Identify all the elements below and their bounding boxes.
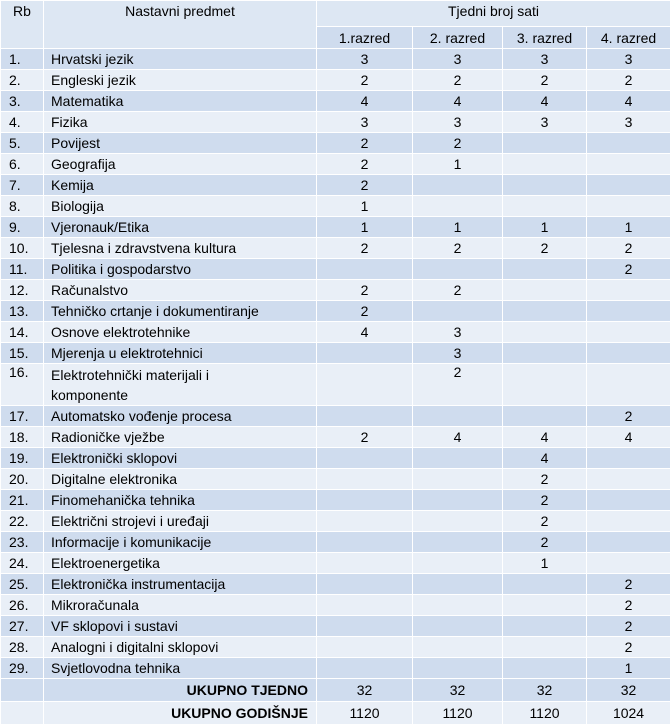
subject-name: VF sklopovi i sustavi — [44, 616, 317, 637]
table-row — [1, 343, 670, 364]
table-row — [1, 196, 670, 217]
hours-grade-1 — [317, 364, 413, 406]
row-number: 26. — [1, 595, 44, 616]
hours-grade-1 — [317, 511, 413, 532]
table-row — [1, 70, 670, 91]
table-row — [1, 322, 670, 343]
hours-grade-1 — [317, 448, 413, 469]
row-number: 25. — [1, 574, 44, 595]
hours-grade-1 — [317, 343, 413, 364]
subject-name: Mjerenja u elektrotehnici — [44, 343, 317, 364]
hours-grade-4: 2 — [587, 70, 670, 91]
hours-grade-1: 1 — [317, 217, 413, 238]
hours-grade-1: 2 — [317, 70, 413, 91]
table-row — [1, 574, 670, 595]
table-row — [1, 280, 670, 301]
hours-grade-3 — [503, 301, 587, 322]
table-row — [1, 301, 670, 322]
total-weekly-blank — [1, 679, 44, 702]
hours-grade-2: 2 — [413, 70, 503, 91]
header-grade-2: 2. razred — [413, 27, 503, 49]
hours-grade-4 — [587, 364, 670, 406]
table-row — [1, 91, 670, 112]
row-number: 11. — [1, 259, 44, 280]
hours-grade-1 — [317, 595, 413, 616]
table-row — [1, 469, 670, 490]
hours-grade-2: 3 — [413, 49, 503, 70]
hours-grade-2 — [413, 259, 503, 280]
subject-name: Elektroenergetika — [44, 553, 317, 574]
hours-grade-1 — [317, 574, 413, 595]
hours-grade-4: 1 — [587, 658, 670, 679]
header-rb: Rb — [1, 1, 44, 49]
subject-name: Tjelesna i zdravstvena kultura — [44, 238, 317, 259]
row-number: 17. — [1, 406, 44, 427]
hours-grade-4 — [587, 532, 670, 553]
hours-grade-3 — [503, 280, 587, 301]
hours-grade-3: 2 — [503, 490, 587, 511]
row-number: 28. — [1, 637, 44, 658]
hours-grade-4 — [587, 175, 670, 196]
hours-grade-1 — [317, 637, 413, 658]
row-number: 6. — [1, 154, 44, 175]
row-number: 21. — [1, 490, 44, 511]
total-yearly-row — [1, 702, 670, 725]
hours-grade-4 — [587, 196, 670, 217]
hours-grade-2 — [413, 175, 503, 196]
hours-grade-2: 3 — [413, 112, 503, 133]
hours-grade-1: 2 — [317, 427, 413, 448]
hours-grade-3 — [503, 154, 587, 175]
hours-grade-1: 2 — [317, 238, 413, 259]
hours-grade-2: 1 — [413, 217, 503, 238]
row-number: 27. — [1, 616, 44, 637]
subject-name: Automatsko vođenje procesa — [44, 406, 317, 427]
hours-grade-3: 2 — [503, 532, 587, 553]
table-row — [1, 217, 670, 238]
header-subject: Nastavni predmet — [44, 1, 317, 49]
subject-name: Svjetlovodna tehnika — [44, 658, 317, 679]
hours-grade-4 — [587, 343, 670, 364]
table-row — [1, 448, 670, 469]
subject-name: Analogni i digitalni sklopovi — [44, 637, 317, 658]
hours-grade-1 — [317, 616, 413, 637]
subject-name: Biologija — [44, 196, 317, 217]
hours-grade-1 — [317, 553, 413, 574]
subject-name-line-1: Elektrotehnički materijali i — [51, 365, 316, 385]
table-row — [1, 238, 670, 259]
hours-grade-4: 2 — [587, 637, 670, 658]
hours-grade-1: 1 — [317, 196, 413, 217]
subject-name: Elektronička instrumentacija — [44, 574, 317, 595]
hours-grade-2 — [413, 490, 503, 511]
hours-grade-4: 4 — [587, 427, 670, 448]
row-number: 10. — [1, 238, 44, 259]
hours-grade-3 — [503, 259, 587, 280]
subject-name: Električni strojevi i uređaji — [44, 511, 317, 532]
total-yearly-blank — [1, 702, 44, 725]
row-number: 14. — [1, 322, 44, 343]
row-number: 18. — [1, 427, 44, 448]
row-number: 9. — [1, 217, 44, 238]
hours-grade-2: 2 — [413, 238, 503, 259]
row-number: 7. — [1, 175, 44, 196]
hours-grade-3 — [503, 133, 587, 154]
hours-grade-1: 2 — [317, 280, 413, 301]
hours-grade-1: 4 — [317, 91, 413, 112]
hours-grade-2: 2 — [413, 280, 503, 301]
subject-name: Informacije i komunikacije — [44, 532, 317, 553]
hours-grade-3 — [503, 616, 587, 637]
subject-name — [44, 364, 317, 406]
hours-grade-1: 2 — [317, 301, 413, 322]
hours-grade-1 — [317, 658, 413, 679]
header-grade-1: 1.razred — [317, 27, 413, 49]
hours-grade-2 — [413, 616, 503, 637]
header-weekly-hours: Tjedni broj sati — [317, 1, 670, 27]
hours-grade-2 — [413, 469, 503, 490]
hours-grade-3: 3 — [503, 112, 587, 133]
row-number: 12. — [1, 280, 44, 301]
table-row — [1, 637, 670, 658]
hours-grade-4: 2 — [587, 595, 670, 616]
table-row — [1, 364, 670, 406]
hours-grade-4 — [587, 553, 670, 574]
hours-grade-4 — [587, 490, 670, 511]
header-grade-3: 3. razred — [503, 27, 587, 49]
table-row — [1, 532, 670, 553]
subject-name: Vjeronauk/Etika — [44, 217, 317, 238]
subject-name: Matematika — [44, 91, 317, 112]
hours-grade-2: 4 — [413, 427, 503, 448]
hours-grade-1: 2 — [317, 133, 413, 154]
hours-grade-1 — [317, 532, 413, 553]
hours-grade-4 — [587, 469, 670, 490]
hours-grade-3 — [503, 406, 587, 427]
hours-grade-1: 3 — [317, 49, 413, 70]
hours-grade-4 — [587, 448, 670, 469]
row-number: 24. — [1, 553, 44, 574]
hours-grade-4: 2 — [587, 616, 670, 637]
hours-grade-3 — [503, 175, 587, 196]
hours-grade-1: 4 — [317, 322, 413, 343]
subject-name: Kemija — [44, 175, 317, 196]
table-row — [1, 616, 670, 637]
table-row — [1, 511, 670, 532]
subject-name: Računalstvo — [44, 280, 317, 301]
subject-name: Osnove elektrotehnike — [44, 322, 317, 343]
table-row — [1, 427, 670, 448]
total-weekly-g3: 32 — [503, 679, 587, 702]
row-number: 13. — [1, 301, 44, 322]
subject-name: Hrvatski jezik — [44, 49, 317, 70]
row-number: 2. — [1, 70, 44, 91]
hours-grade-2: 3 — [413, 343, 503, 364]
hours-grade-2 — [413, 511, 503, 532]
hours-grade-2 — [413, 553, 503, 574]
hours-grade-4: 2 — [587, 574, 670, 595]
hours-grade-2: 3 — [413, 322, 503, 343]
hours-grade-3 — [503, 343, 587, 364]
hours-grade-3: 1 — [503, 553, 587, 574]
hours-grade-4: 2 — [587, 406, 670, 427]
subject-name: Mikroračunala — [44, 595, 317, 616]
hours-grade-4: 4 — [587, 91, 670, 112]
table-row — [1, 553, 670, 574]
subject-name: Politika i gospodarstvo — [44, 259, 317, 280]
table-row — [1, 259, 670, 280]
total-weekly-label: UKUPNO TJEDNO — [44, 679, 317, 702]
subject-name-line-2: komponente — [51, 385, 316, 405]
hours-grade-3: 1 — [503, 217, 587, 238]
total-yearly-g1: 1120 — [317, 702, 413, 725]
hours-grade-3: 3 — [503, 49, 587, 70]
hours-grade-2: 1 — [413, 154, 503, 175]
hours-grade-4: 3 — [587, 49, 670, 70]
hours-grade-3 — [503, 322, 587, 343]
row-number: 15. — [1, 343, 44, 364]
hours-grade-1 — [317, 259, 413, 280]
hours-grade-2 — [413, 658, 503, 679]
hours-grade-4 — [587, 511, 670, 532]
hours-grade-1: 2 — [317, 175, 413, 196]
hours-grade-2 — [413, 574, 503, 595]
hours-grade-3 — [503, 364, 587, 406]
total-weekly-row — [1, 679, 670, 702]
total-weekly-g4: 32 — [587, 679, 670, 702]
subject-name: Elektronički sklopovi — [44, 448, 317, 469]
hours-grade-3 — [503, 196, 587, 217]
hours-grade-2: 4 — [413, 91, 503, 112]
hours-grade-2 — [413, 637, 503, 658]
table-row — [1, 490, 670, 511]
hours-grade-3 — [503, 637, 587, 658]
row-number: 19. — [1, 448, 44, 469]
row-number: 16. — [1, 364, 44, 406]
total-weekly-g1: 32 — [317, 679, 413, 702]
hours-grade-1: 3 — [317, 112, 413, 133]
hours-grade-4: 2 — [587, 238, 670, 259]
hours-grade-4: 1 — [587, 217, 670, 238]
hours-grade-1 — [317, 490, 413, 511]
row-number: 3. — [1, 91, 44, 112]
table-row — [1, 595, 670, 616]
hours-grade-3: 4 — [503, 91, 587, 112]
hours-grade-1 — [317, 469, 413, 490]
table-row — [1, 133, 670, 154]
header-grade-4: 4. razred — [587, 27, 670, 49]
subject-name: Geografija — [44, 154, 317, 175]
hours-grade-2: 2 — [413, 364, 503, 406]
hours-grade-3: 2 — [503, 511, 587, 532]
total-yearly-g4: 1024 — [587, 702, 670, 725]
total-yearly-g3: 1120 — [503, 702, 587, 725]
subject-name: Digitalne elektronika — [44, 469, 317, 490]
subject-name: Finomehanička tehnika — [44, 490, 317, 511]
table-row — [1, 49, 670, 70]
hours-grade-3: 2 — [503, 238, 587, 259]
hours-grade-1 — [317, 406, 413, 427]
row-number: 4. — [1, 112, 44, 133]
hours-grade-4 — [587, 154, 670, 175]
table-row — [1, 658, 670, 679]
row-number: 23. — [1, 532, 44, 553]
total-yearly-g2: 1120 — [413, 702, 503, 725]
hours-grade-2 — [413, 532, 503, 553]
table-row — [1, 112, 670, 133]
total-weekly-g2: 32 — [413, 679, 503, 702]
row-number: 20. — [1, 469, 44, 490]
table-row — [1, 406, 670, 427]
table-body — [1, 49, 670, 679]
hours-grade-4 — [587, 322, 670, 343]
row-number: 1. — [1, 49, 44, 70]
subject-name: Tehničko crtanje i dokumentiranje — [44, 301, 317, 322]
row-number: 22. — [1, 511, 44, 532]
hours-grade-3 — [503, 658, 587, 679]
hours-grade-3: 2 — [503, 70, 587, 91]
hours-grade-3: 2 — [503, 469, 587, 490]
hours-grade-1: 2 — [317, 154, 413, 175]
hours-grade-4: 3 — [587, 112, 670, 133]
subject-name: Fizika — [44, 112, 317, 133]
hours-grade-4 — [587, 280, 670, 301]
hours-grade-4 — [587, 301, 670, 322]
row-number: 8. — [1, 196, 44, 217]
row-number: 29. — [1, 658, 44, 679]
hours-grade-2 — [413, 448, 503, 469]
hours-grade-3: 4 — [503, 448, 587, 469]
subject-name: Povijest — [44, 133, 317, 154]
hours-grade-4 — [587, 133, 670, 154]
table-row — [1, 154, 670, 175]
subject-name: Radioničke vježbe — [44, 427, 317, 448]
hours-grade-3 — [503, 574, 587, 595]
hours-grade-3: 4 — [503, 427, 587, 448]
hours-grade-2 — [413, 301, 503, 322]
row-number: 5. — [1, 133, 44, 154]
hours-grade-2: 2 — [413, 133, 503, 154]
hours-grade-2 — [413, 196, 503, 217]
hours-grade-2 — [413, 406, 503, 427]
hours-grade-4: 2 — [587, 259, 670, 280]
total-yearly-label: UKUPNO GODIŠNJE — [44, 702, 317, 725]
subject-name: Engleski jezik — [44, 70, 317, 91]
hours-grade-2 — [413, 595, 503, 616]
table-row — [1, 175, 670, 196]
hours-grade-3 — [503, 595, 587, 616]
